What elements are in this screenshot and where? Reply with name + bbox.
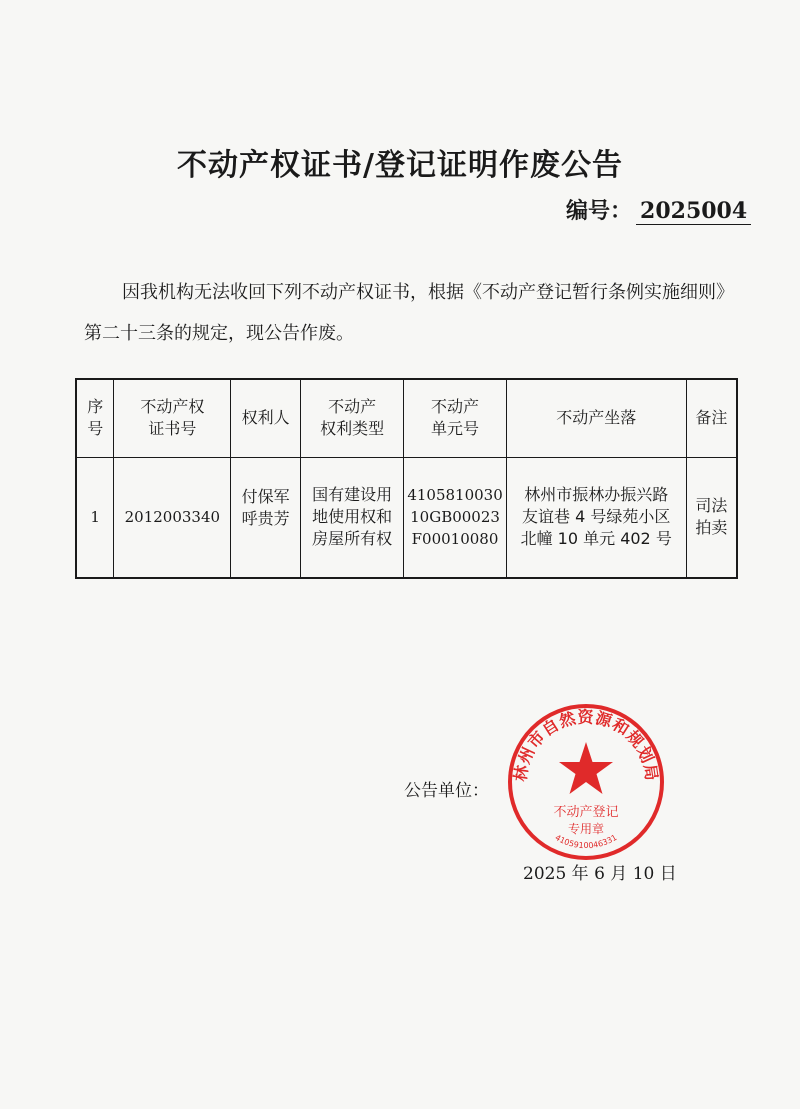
seal-arc-text: 林州市自然资源和规划局	[510, 707, 662, 783]
seal-bottom-text: 专用章	[567, 822, 605, 836]
issue-date: 2025 年 6 月 10 日	[523, 864, 677, 884]
seal-middle-text: 不动产登记	[553, 805, 619, 820]
cell-remark: 司法 拍卖	[686, 457, 737, 578]
cell-unit-no: 4105810030 10GB00023 F00010080	[404, 457, 506, 578]
cell-index: 1	[76, 457, 114, 578]
seal-code: 4105910046331	[553, 832, 619, 851]
document-number-label: 编号：	[566, 199, 633, 224]
header-remark: 备注	[686, 379, 737, 457]
header-location: 不动产坐落	[506, 379, 686, 457]
header-unit-no: 不动产 单元号	[404, 379, 506, 457]
void-certificate-table	[75, 378, 738, 579]
header-index: 序 号	[76, 379, 114, 457]
cell-holder: 付保军 呼贵芳	[231, 457, 301, 578]
cell-right-type: 国有建设用 地使用权和 房屋所有权	[300, 457, 403, 578]
document-number-value: 2025004	[636, 198, 751, 225]
header-right-type: 不动产 权利类型	[300, 379, 403, 457]
table-header-row	[76, 379, 737, 457]
cell-cert-no: 2012003340	[114, 457, 231, 578]
notice-body-text: 因我机构无法收回下列不动产权证书，根据《不动产登记暂行条例实施细则》第二十三条的规定，现公告作废。	[84, 282, 734, 344]
page-title: 不动产权证书/登记证明作废公告	[177, 148, 623, 183]
issuer-label: 公告单位：	[404, 781, 489, 801]
header-cert-no: 不动产权 证书号	[114, 379, 231, 457]
header-holder: 权利人	[231, 379, 301, 457]
cell-location: 林州市振林办振兴路 友谊巷 4 号绿苑小区 北幢 10 单元 402 号	[506, 457, 686, 578]
document-number	[566, 194, 751, 225]
star-icon	[559, 742, 613, 794]
table-row	[76, 457, 737, 578]
official-seal	[506, 702, 666, 862]
